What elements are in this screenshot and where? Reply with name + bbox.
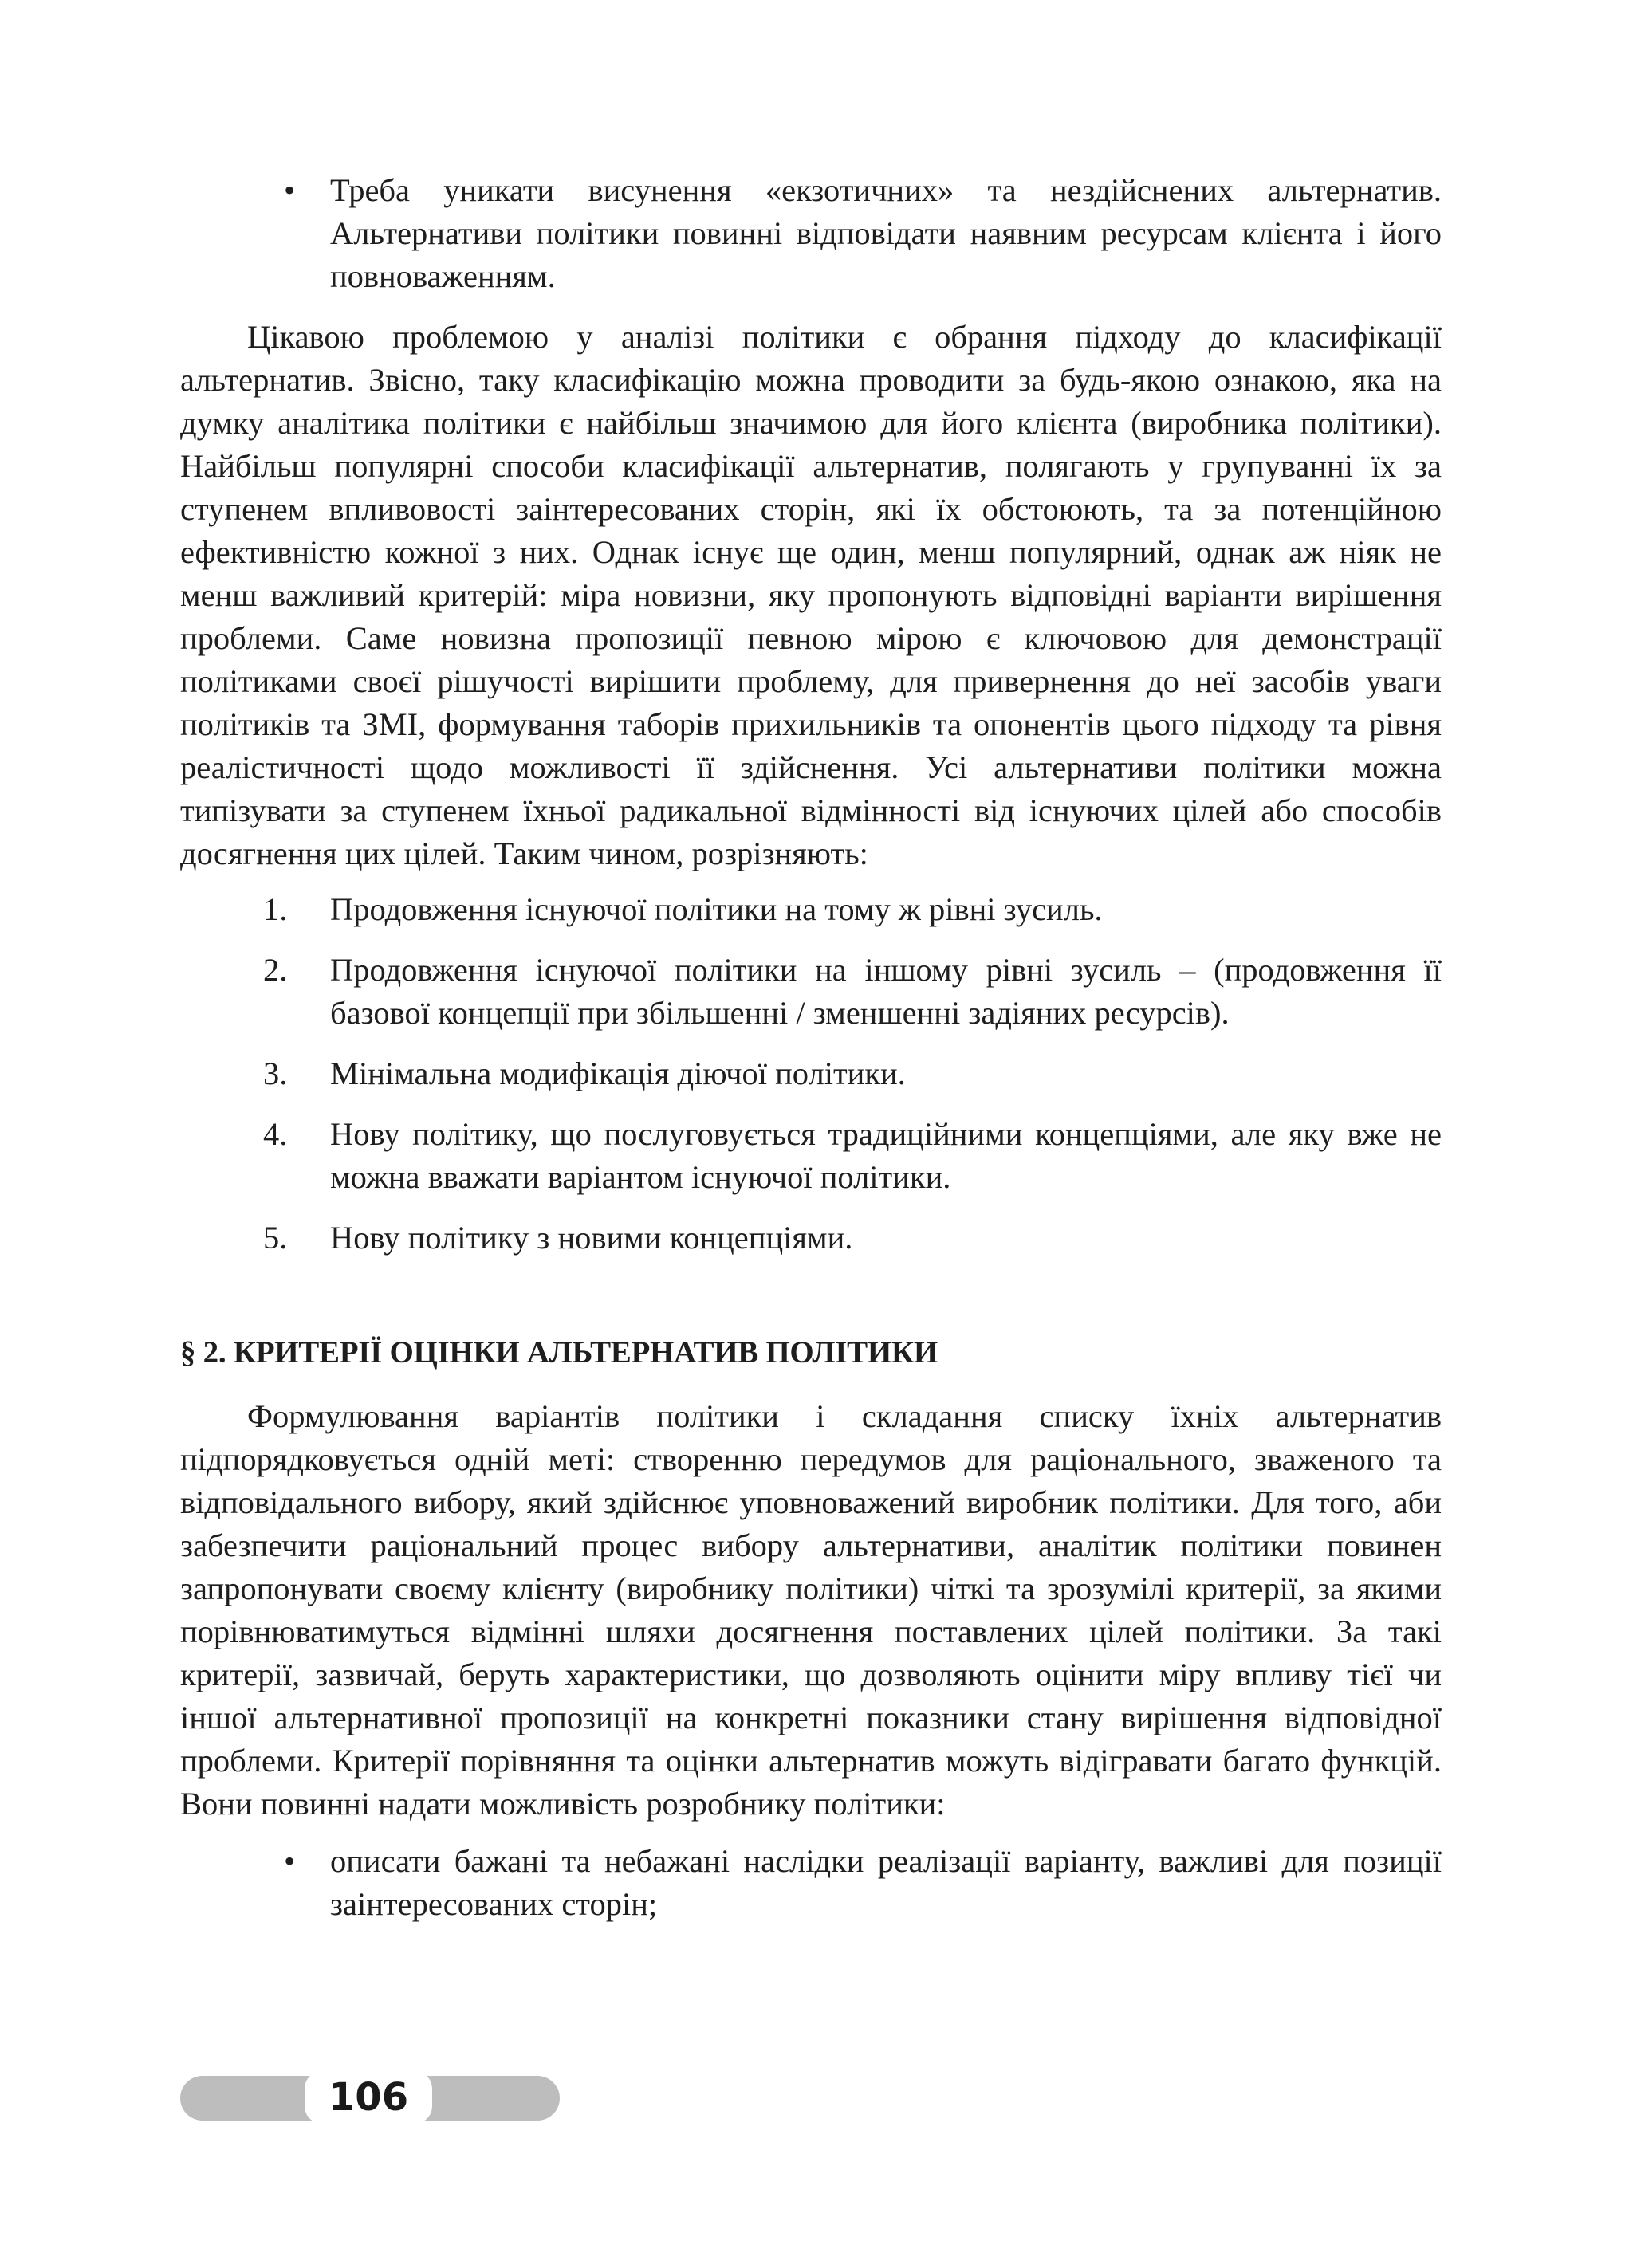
numbered-item-4 bbox=[180, 1113, 1442, 1199]
numbered-item-2 bbox=[180, 949, 1442, 1035]
paragraph-alternatives-classification: Цікавою проблемою у аналізі політики є обрання підходу до класифікації альтернатив. Звісно, таку класифікацію можна проводити за будь-якою ознакою, яка на думку аналітика політики є найбільш значимою для його клієнта (виробника політики). Найбільш популярні способи класифікації альтернатив, полягають у групуванні їх за ступенем впливовості заінтересованих сторін, які їх обстоюють, та за потенційною ефективністю кожної з них. Однак існує ще один, менш популярний, однак аж ніяк не менш важливий критерій: міра новизни, яку пропонують відповідні варіанти вирішення проблеми. Саме новизна пропозиції певною мірою є ключовою для демонстрації політиками своєї рішучості вирішити проблему, для привернення до неї засобів уваги політиків та ЗМІ, формування таборів прихильників та опонентів цього підходу та рівня реалістичності щодо можливості її здійснення. Усі альтернативи політики можна типізувати за ступенем їхньої радикальної відмінності від існуючих цілей або способів досягнення цих цілей. Таким чином, розрізняють: bbox=[180, 319, 1442, 871]
list-number: 5. bbox=[263, 1220, 288, 1256]
list-item-text: Нову політику, що послуговується традиційними концепціями, але яку вже не можна вважати варіантом існуючої політики. bbox=[330, 1116, 1442, 1195]
page-number: 106 bbox=[305, 2071, 432, 2124]
list-number: 1. bbox=[263, 891, 288, 927]
list-number: 4. bbox=[263, 1116, 288, 1152]
list-number: 2. bbox=[263, 952, 288, 988]
bullet-marker: • bbox=[284, 172, 296, 208]
bullet-item bbox=[180, 1840, 1442, 1926]
bullet-text: Треба уникати висунення «екзотичних» та нездійснених альтернатив. Альтернативи політики повинні відповідати наявним ресурсам клієнта і його повноваженням. bbox=[330, 172, 1442, 294]
numbered-item-3 bbox=[180, 1052, 1442, 1095]
bullet-marker: • bbox=[284, 1843, 296, 1879]
page-content bbox=[180, 169, 1442, 1926]
bullet-text: описати бажані та небажані наслідки реалізації варіанту, важливі для позиції заінтересованих сторін; bbox=[330, 1843, 1442, 1922]
paragraph-criteria: Формулювання варіантів політики і складання списку їхніх альтернатив підпорядковується одній меті: створенню передумов для раціонального, зваженого та відповідального вибору, який здійснює уповноважений виробник політики. Для того, аби забезпечити раціональний процес вибору альтернативи, аналітик політики повинен запропонувати своєму клієнту (виробнику політики) чіткі та зрозумілі критерії, за якими порівнюватимуться відмінні шляхи досягнення поставлених цілей політики. За такі критерії, зазвичай, беруть характеристики, що дозволяють оцінити міру впливу тієї чи іншої альтернативної пропозиції на конкретні показники стану вирішення відповідної проблеми. Критерії порівняння та оцінки альтернатив можуть відігравати багато функцій. Вони повинні надати можливість розробнику політики: bbox=[180, 1398, 1442, 1822]
list-item-text: Продовження існуючої політики на іншому рівні зусиль – (продовження її базової концепції при збільшенні / зменшенні задіяних ресурсів). bbox=[330, 952, 1442, 1031]
bullet-item bbox=[180, 169, 1442, 298]
list-item-text: Мінімальна модифікація діючої політики. bbox=[330, 1055, 906, 1091]
section-heading: § 2. КРИТЕРІЇ ОЦІНКИ АЛЬТЕРНАТИВ ПОЛІТИКИ bbox=[180, 1335, 938, 1370]
list-item-text: Продовження існуючої політики на тому ж рівні зусиль. bbox=[330, 891, 1103, 927]
numbered-item-5 bbox=[180, 1217, 1442, 1260]
numbered-item-1 bbox=[180, 888, 1442, 931]
list-number: 3. bbox=[263, 1055, 288, 1091]
list-item-text: Нову політику з новими концепціями. bbox=[330, 1220, 853, 1256]
